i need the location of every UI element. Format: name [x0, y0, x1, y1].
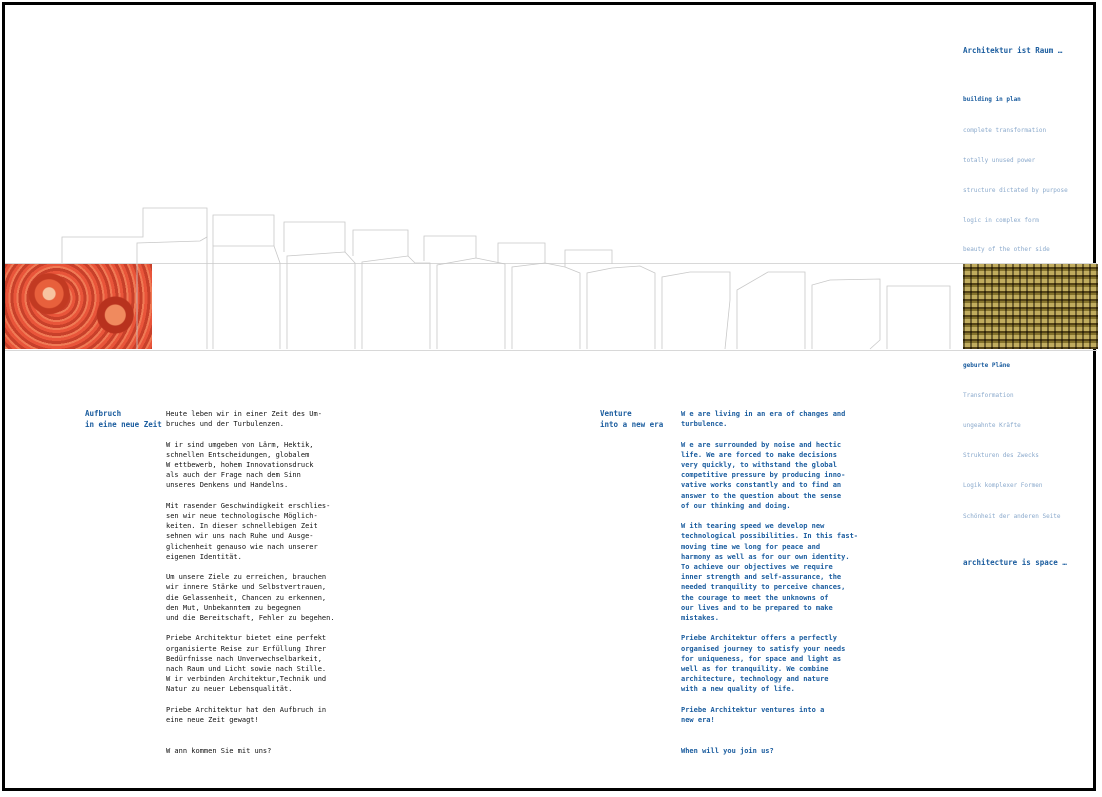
feature-item-de: Strukturen des Zwecks: [963, 452, 1039, 459]
feature-item-en: totally unused power: [963, 157, 1036, 164]
german-body-text: Heute leben wir in einer Zeit des Um- bruches und der Turbulenzen. W ir sind umgeben von Lärm, Hektik, schnellen Entscheidungen, globalem W ettbewerb, hohem Innovationsdruck als auch der Frage nach dem Sinn unseres Denkens und Handelns. Mit rasender Geschwindigkeit erschlies- sen wir neue technologische Möglich- keiten. In dieser schnellebigen Zeit sehnen wir uns nach Ruhe und Ausge- glichenheit genauso wie nach unserer eigenen Identität. Um unsere Ziele zu erreichen, brauchen wir innere Stärke und Selbstvertrauen, die Gelassenheit, Chancen zu erkennen, den Mut, Unbekanntem zu begegnen und die Bereitschaft, Fehler zu begehen. Priebe Architektur bietet eine perfekt organisierte Reise zur Erfüllung Ihrer Bedürfnisse nach Unverwechselbarkeit, nach Raum und Licht sowie nach Stille. W ir verbinden Architektur,Technik und Natur zu neuer Lebensqualität. Priebe Architektur hat den Aufbruch in eine neue Zeit gewagt! W ann kommen Sie mit uns?: [166, 410, 335, 755]
tagline-german: Architektur ist Raum …: [963, 46, 1063, 55]
feature-item-de: geburte Pläne: [963, 362, 1010, 369]
tagline-english: architecture is space …: [963, 558, 1067, 567]
feature-item-en: beauty of the other side: [963, 246, 1050, 253]
feature-item-en: building in plan: [963, 96, 1021, 103]
english-heading: Venture into a new era: [600, 409, 664, 429]
feature-item-de: Logik komplexer Formen: [963, 482, 1043, 489]
feature-item-de: Transformation: [963, 392, 1014, 399]
feature-item-de: Schönheit der anderen Seite: [963, 513, 1061, 520]
feature-item-en: logic in complex form: [963, 217, 1039, 224]
german-heading: Aufbruch in eine neue Zeit: [85, 409, 162, 429]
feature-item-de: ungeahnte Kräfte: [963, 422, 1021, 429]
english-body-text: W e are living in an era of changes and turbulence. W e are surrounded by noise and hectic life. We are forced to make decisions very quickly, to withstand the global competitive pressure by producing inno- vative works constantly and to find an answer to the question about the sense of our thinking and doing. W ith tearing speed we develop new technological possibilities. In this fast- moving time we long for peace and harmony as well as for our own identity. To achieve our objectives we require inner strength and self-assurance, the needed tranquility to perceive chances, the courage to meet the unknowns of our lives and to be prepared to make mistakes. Priebe Architektur offers a perfectly organised journey to satisfy your needs for uniqueness, for space and light as well as for tranquility. We combine architecture, technology and nature with a new quality of life. Priebe Architektur ventures into a new era! When will you join us?: [681, 410, 859, 755]
feature-item-en: structure dictated by purpose: [963, 187, 1068, 194]
feature-item-en: complete transformation: [963, 127, 1047, 134]
